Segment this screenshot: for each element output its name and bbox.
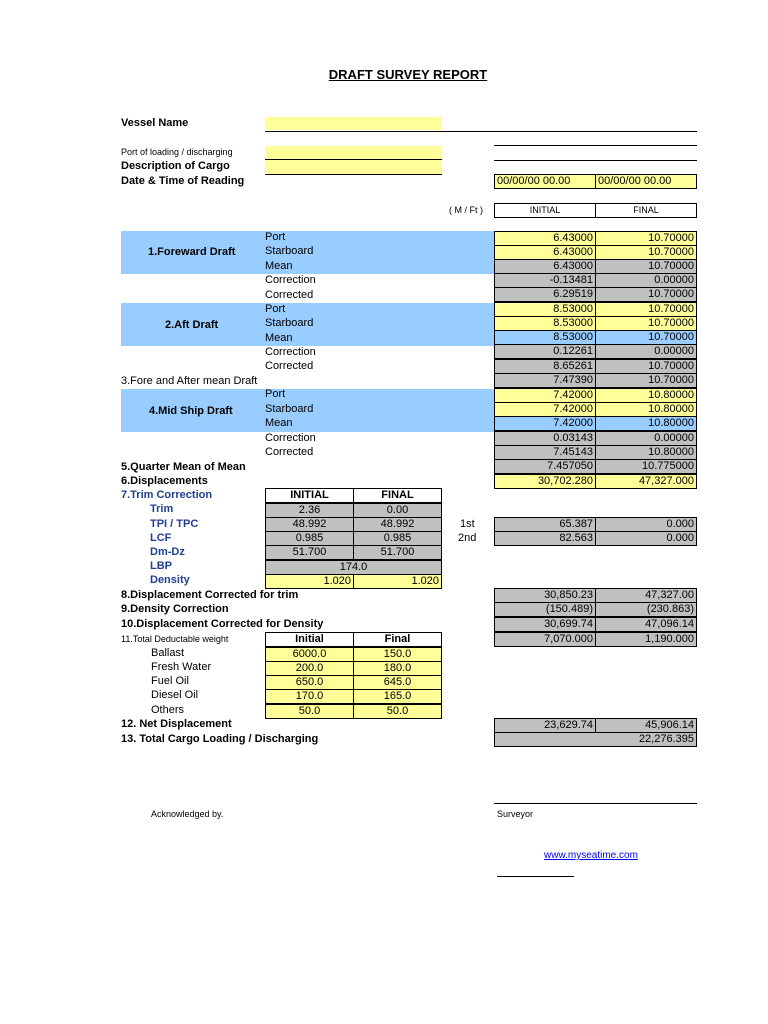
description-label: Description of Cargo: [121, 160, 230, 172]
net-disp-initial: 23,629.74: [494, 718, 596, 733]
ballast-initial[interactable]: 6000.0: [265, 647, 354, 662]
fwd-mean-label: Mean: [265, 260, 293, 272]
mid-starboard-label: Starboard: [265, 403, 314, 415]
fwd-starboard-label: Starboard: [265, 245, 314, 257]
quarter-mean-initial: 7.457050: [494, 459, 596, 474]
aft-starboard-initial[interactable]: 8.53000: [494, 316, 596, 331]
others-initial[interactable]: 50.0: [265, 704, 354, 719]
aft-corrected-initial: 8.65261: [494, 359, 596, 374]
aft-port-label: Port: [265, 303, 286, 315]
aft-starboard-final[interactable]: 10.70000: [595, 316, 697, 331]
fwd-port-final[interactable]: 10.70000: [595, 231, 697, 246]
fwd-corrected-label: Corrected: [265, 289, 314, 301]
first-initial: 65.387: [494, 517, 596, 532]
trim-col-final: FINAL: [353, 488, 442, 503]
mid-corrected-final: 10.80000: [595, 445, 697, 460]
port-field[interactable]: [265, 146, 442, 160]
diesel-oil-final[interactable]: 165.0: [353, 689, 442, 704]
fresh-water-final[interactable]: 180.0: [353, 661, 442, 676]
deductable-col-final: Final: [353, 632, 442, 647]
col-final-header: FINAL: [595, 203, 697, 218]
trim-label: Trim: [150, 503, 174, 515]
total-cargo-value: 22,276.395: [494, 732, 697, 747]
deductable-label: 11.Total Deductable weight: [121, 634, 229, 644]
signature-line: [494, 803, 697, 804]
date-final-field[interactable]: 00/00/00 00.00: [595, 174, 697, 189]
density-corr-label: 9.Density Correction: [121, 603, 229, 615]
displacements-label: 6.Displacements: [121, 475, 208, 487]
website-link[interactable]: www.myseatime.com: [544, 850, 638, 861]
fwd-correction-label: Correction: [265, 274, 316, 286]
net-disp-final: 45,906.14: [595, 718, 697, 733]
tpi-final: 48.992: [353, 517, 442, 532]
displacements-initial[interactable]: 30,702.280: [494, 474, 596, 489]
mid-port-initial[interactable]: 7.42000: [494, 388, 596, 403]
mid-port-label: Port: [265, 388, 286, 400]
vessel-name-field[interactable]: [265, 117, 442, 130]
mid-correction-initial: 0.03143: [494, 431, 596, 446]
short-rule: [497, 876, 574, 877]
density-final[interactable]: 1.020: [353, 574, 442, 589]
rule: [494, 160, 697, 161]
aft-corrected-final: 10.70000: [595, 359, 697, 374]
fwd-correction-final: 0.00000: [595, 273, 697, 288]
lbp-value: 174.0: [265, 560, 442, 575]
fwd-corrected-final: 10.70000: [595, 287, 697, 302]
fwd-starboard-initial[interactable]: 6.43000: [494, 245, 596, 260]
lbp-label: LBP: [150, 560, 172, 572]
fuel-oil-label: Fuel Oil: [151, 675, 189, 687]
aft-corrected-label: Corrected: [265, 360, 314, 372]
others-label: Others: [151, 704, 185, 716]
disp-density-label: 10.Displacement Corrected for Density: [121, 618, 324, 630]
fuel-oil-initial[interactable]: 650.0: [265, 675, 354, 690]
description-field[interactable]: [265, 160, 442, 175]
rule: [494, 145, 697, 146]
second-initial: 82.563: [494, 531, 596, 546]
mid-correction-label: Correction: [265, 432, 316, 444]
mid-mean-label: Mean: [265, 417, 293, 429]
net-disp-label: 12. Net Displacement: [121, 718, 232, 730]
mid-port-final[interactable]: 10.80000: [595, 388, 697, 403]
quarter-mean-label: 5.Quarter Mean of Mean: [121, 461, 246, 473]
aft-starboard-label: Starboard: [265, 317, 314, 329]
tpi-label: TPI / TPC: [150, 518, 199, 530]
density-label: Density: [150, 574, 190, 586]
mid-corrected-initial: 7.45143: [494, 445, 596, 460]
mid-title: 4.Mid Ship Draft: [149, 405, 233, 417]
dmdz-label: Dm-Dz: [150, 546, 185, 558]
first-final: 0.000: [595, 517, 697, 532]
fresh-water-initial[interactable]: 200.0: [265, 661, 354, 676]
disp-trim-final: 47,327.00: [595, 588, 697, 603]
date-initial-field[interactable]: 00/00/00 00.00: [494, 174, 596, 189]
diesel-oil-label: Diesel Oil: [151, 689, 199, 701]
mid-corrected-label: Corrected: [265, 446, 314, 458]
deductable-col-initial: Initial: [265, 632, 354, 647]
fwd-title: 1.Foreward Draft: [148, 246, 236, 258]
trim-initial: 2.36: [265, 503, 354, 518]
lcf-label: LCF: [150, 532, 172, 544]
datetime-label: Date & Time of Reading: [121, 175, 245, 187]
second-final: 0.000: [595, 531, 697, 546]
aft-mean-initial: 8.53000: [494, 330, 596, 345]
density-corr-initial: (150.489): [494, 602, 596, 617]
fa-mean-initial: 7.47390: [494, 373, 596, 388]
trim-col-initial: INITIAL: [265, 488, 354, 503]
disp-trim-initial: 30,850.23: [494, 588, 596, 603]
second-label: 2nd: [458, 532, 477, 544]
ballast-final[interactable]: 150.0: [353, 647, 442, 662]
aft-title: 2.Aft Draft: [165, 319, 219, 331]
rule: [265, 131, 697, 132]
mid-starboard-final[interactable]: 10.80000: [595, 402, 697, 417]
disp-density-initial: 30,699.74: [494, 617, 596, 632]
trim-correction-label: 7.Trim Correction: [121, 489, 213, 501]
mid-correction-final: 0.00000: [595, 431, 697, 446]
mid-starboard-initial[interactable]: 7.42000: [494, 402, 596, 417]
aft-correction-label: Correction: [265, 346, 316, 358]
ballast-label: Ballast: [151, 647, 185, 659]
first-label: 1st: [460, 518, 475, 530]
vessel-name-label: Vessel Name: [121, 117, 189, 129]
aft-mean-label: Mean: [265, 332, 293, 344]
fuel-oil-final[interactable]: 645.0: [353, 675, 442, 690]
displacements-final[interactable]: 47,327.000: [595, 474, 697, 489]
deductable-total-final: 1,190.000: [595, 632, 697, 647]
fwd-corrected-initial: 6.29519: [494, 287, 596, 302]
lcf-final: 0.985: [353, 531, 442, 546]
aft-mean-final: 10.70000: [595, 330, 697, 345]
tpi-initial: 48.992: [265, 517, 354, 532]
total-cargo-label: 13. Total Cargo Loading / Discharging: [121, 733, 319, 745]
aft-correction-final: 0.00000: [595, 344, 697, 359]
fwd-correction-initial: -0.13481: [494, 273, 596, 288]
fwd-port-label: Port: [265, 231, 286, 243]
dmdz-initial: 51.700: [265, 545, 354, 560]
deductable-total-initial: 7,070.000: [494, 632, 596, 647]
fwd-starboard-final[interactable]: 10.70000: [595, 245, 697, 260]
aft-port-final[interactable]: 10.70000: [595, 302, 697, 317]
fwd-mean-final: 10.70000: [595, 259, 697, 274]
density-initial[interactable]: 1.020: [265, 574, 354, 589]
quarter-mean-final: 10.775000: [595, 459, 697, 474]
aft-port-initial[interactable]: 8.53000: [494, 302, 596, 317]
page-title: DRAFT SURVEY REPORT: [328, 67, 488, 82]
surveyor-label: Surveyor: [497, 809, 534, 819]
fresh-water-label: Fresh Water: [151, 661, 212, 673]
trim-final: 0.00: [353, 503, 442, 518]
fwd-port-initial[interactable]: 6.43000: [494, 231, 596, 246]
density-corr-final: (230.863): [595, 602, 697, 617]
acknowledged-label: Acknowledged by.: [151, 809, 224, 819]
others-final[interactable]: 50.0: [353, 704, 442, 719]
fwd-mean-initial: 6.43000: [494, 259, 596, 274]
fa-mean-label: 3.Fore and After mean Draft: [121, 375, 258, 387]
dmdz-final: 51.700: [353, 545, 442, 560]
fa-mean-final: 10.70000: [595, 373, 697, 388]
unit-label: ( M / Ft ): [449, 205, 483, 215]
lcf-initial: 0.985: [265, 531, 354, 546]
mid-mean-final: 10.80000: [595, 416, 697, 431]
col-initial-header: INITIAL: [494, 203, 596, 218]
aft-correction-initial: 0.12261: [494, 344, 596, 359]
disp-trim-label: 8.Displacement Corrected for trim: [121, 589, 299, 601]
disp-density-final: 47,096.14: [595, 617, 697, 632]
port-label: Port of loading / discharging: [121, 147, 233, 157]
diesel-oil-initial[interactable]: 170.0: [265, 689, 354, 704]
mid-mean-initial: 7.42000: [494, 416, 596, 431]
